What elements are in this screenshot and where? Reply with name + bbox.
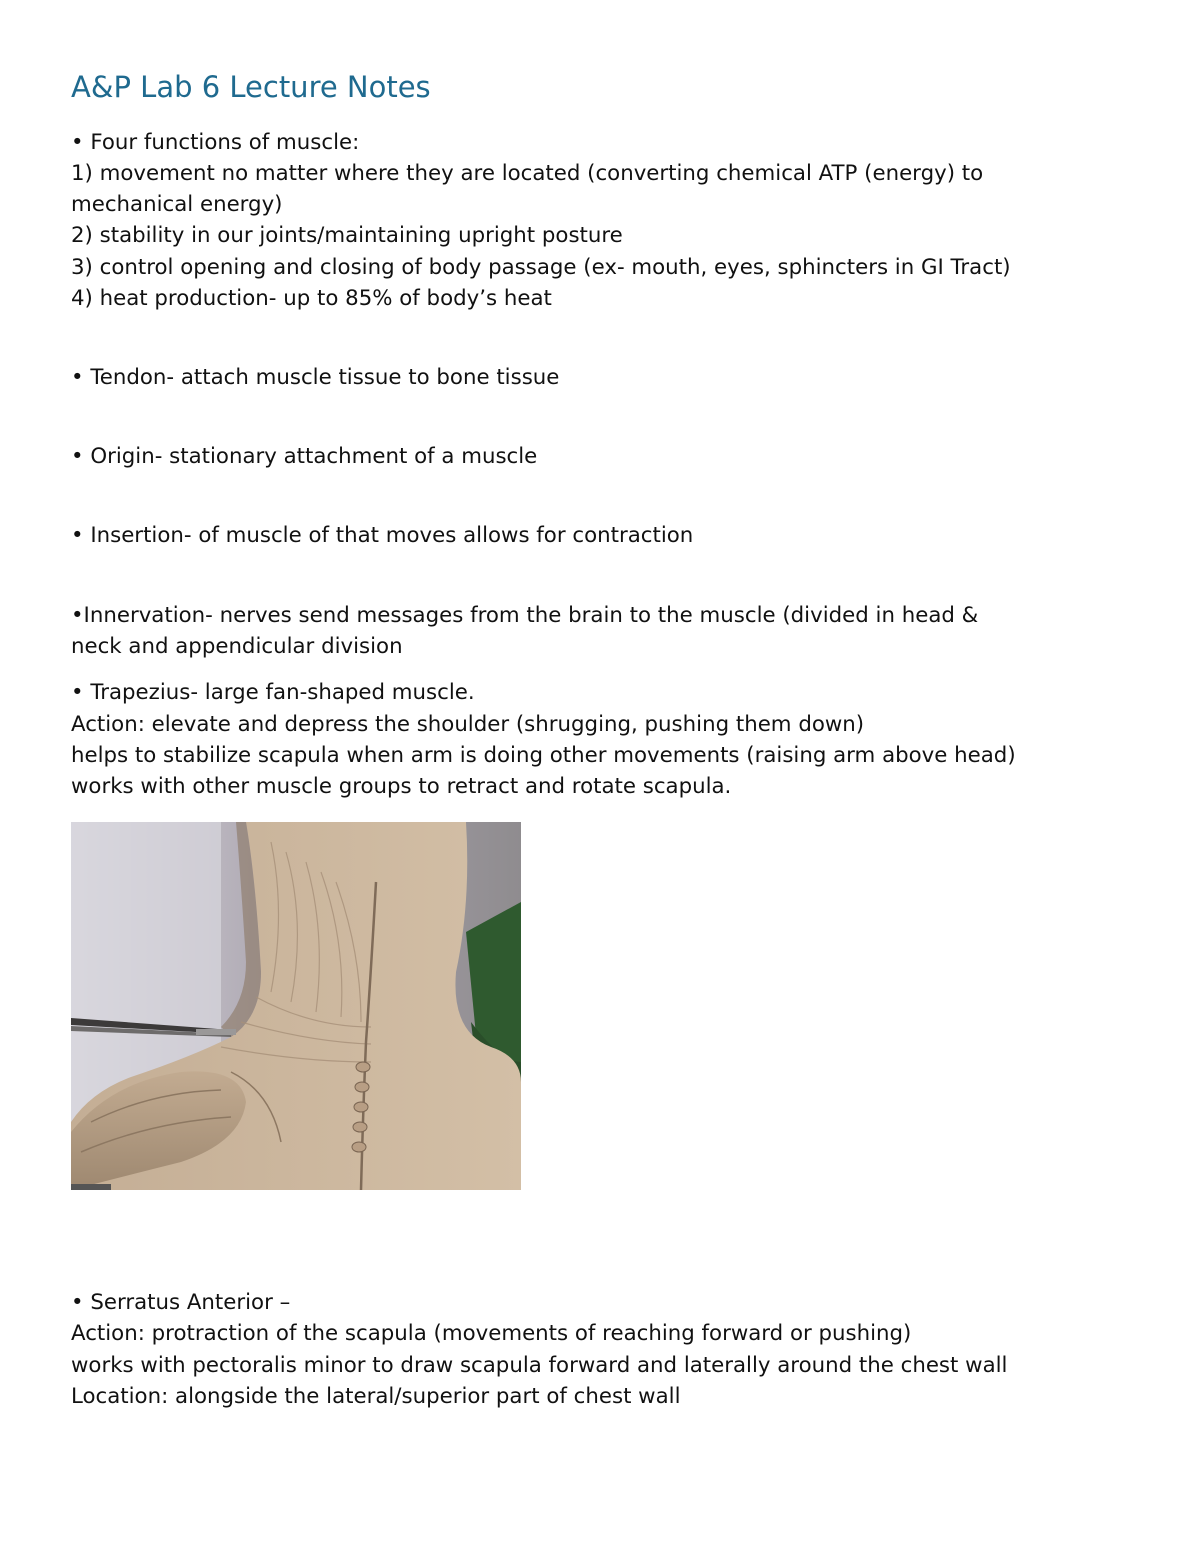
document-title: A&P Lab 6 Lecture Notes	[71, 70, 431, 104]
innervation-bullet-continued: neck and appendicular division	[71, 634, 403, 659]
trapezius-works-with: works with other muscle groups to retract and rotate scapula.	[71, 774, 732, 799]
serratus-works-with: works with pectoralis minor to draw scapula forward and laterally around the chest wall	[71, 1353, 1008, 1378]
function-item-3: 3) control opening and closing of body passage (ex- mouth, eyes, sphincters in GI Tract)	[71, 255, 1011, 280]
function-item-2: 2) stability in our joints/maintaining upright posture	[71, 223, 623, 248]
function-item-4: 4) heat production- up to 85% of body’s heat	[71, 286, 552, 311]
serratus-location: Location: alongside the lateral/superior part of chest wall	[71, 1384, 681, 1409]
serratus-heading: • Serratus Anterior –	[71, 1290, 291, 1315]
tendon-bullet: • Tendon- attach muscle tissue to bone tissue	[71, 365, 560, 390]
trapezius-model-photo	[71, 822, 521, 1190]
trapezius-action: Action: elevate and depress the shoulder (shrugging, pushing them down)	[71, 712, 865, 737]
function-item-1-continued: mechanical energy)	[71, 192, 283, 217]
serratus-action: Action: protraction of the scapula (movements of reaching forward or pushing)	[71, 1321, 912, 1346]
trapezius-model-illustration	[71, 822, 521, 1190]
insertion-bullet: • Insertion- of muscle of that moves allows for contraction	[71, 523, 694, 548]
trapezius-stabilize: helps to stabilize scapula when arm is doing other movements (raising arm above head)	[71, 743, 1016, 768]
origin-bullet: • Origin- stationary attachment of a muscle	[71, 444, 538, 469]
functions-heading: • Four functions of muscle:	[71, 130, 360, 155]
trapezius-heading: • Trapezius- large fan-shaped muscle.	[71, 680, 475, 705]
function-item-1: 1) movement no matter where they are located (converting chemical ATP (energy) to	[71, 161, 984, 186]
innervation-bullet: •Innervation- nerves send messages from the brain to the muscle (divided in head &	[71, 603, 979, 628]
